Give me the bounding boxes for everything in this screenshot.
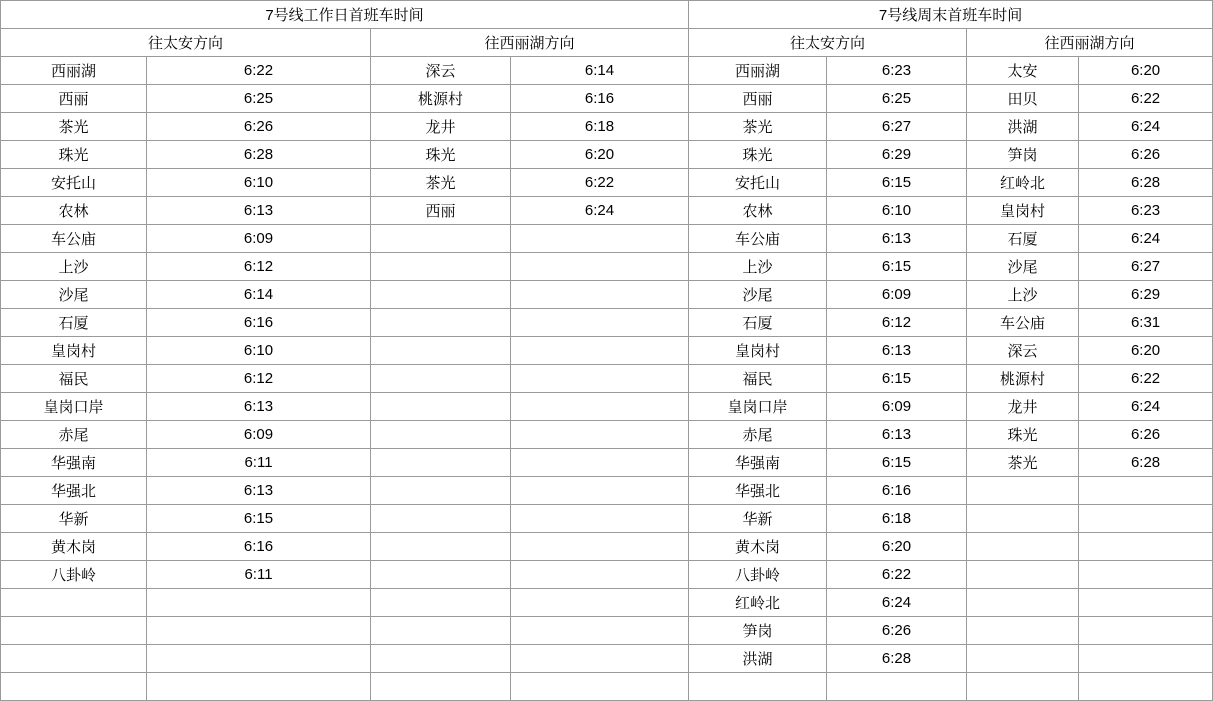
station-name: 上沙 [967, 281, 1079, 309]
empty-cell [371, 561, 511, 589]
empty-cell [371, 421, 511, 449]
empty-cell [1079, 533, 1213, 561]
first-train-time: 6:11 [147, 561, 371, 589]
station-name: 笋岗 [689, 617, 827, 645]
first-train-time: 6:09 [147, 225, 371, 253]
first-train-time: 6:28 [1079, 449, 1213, 477]
table-row [1, 197, 1213, 225]
empty-cell [511, 561, 689, 589]
empty-cell [147, 589, 371, 617]
first-train-time: 6:18 [827, 505, 967, 533]
station-name: 沙尾 [1, 281, 147, 309]
first-train-time: 6:16 [147, 533, 371, 561]
station-name: 福民 [689, 365, 827, 393]
station-name: 红岭北 [689, 589, 827, 617]
empty-cell [371, 449, 511, 477]
station-name: 深云 [967, 337, 1079, 365]
empty-cell [511, 673, 689, 701]
station-name: 茶光 [967, 449, 1079, 477]
empty-cell [511, 393, 689, 421]
empty-cell [371, 253, 511, 281]
empty-cell [1, 617, 147, 645]
station-name: 沙尾 [689, 281, 827, 309]
first-train-time: 6:15 [147, 505, 371, 533]
first-train-time: 6:27 [827, 113, 967, 141]
station-name: 西丽 [1, 85, 147, 113]
first-train-time: 6:13 [827, 421, 967, 449]
station-name: 桃源村 [371, 85, 511, 113]
table-row [1, 57, 1213, 85]
first-train-time: 6:29 [1079, 281, 1213, 309]
first-train-time: 6:27 [1079, 253, 1213, 281]
station-name: 龙井 [371, 113, 511, 141]
station-name: 农林 [689, 197, 827, 225]
empty-cell [371, 505, 511, 533]
table-row [1, 589, 1213, 617]
empty-cell [511, 365, 689, 393]
empty-cell [1079, 589, 1213, 617]
empty-cell [511, 617, 689, 645]
empty-cell [1079, 477, 1213, 505]
empty-cell [1079, 505, 1213, 533]
empty-cell [827, 673, 967, 701]
station-name: 皇岗口岸 [1, 393, 147, 421]
first-train-time: 6:18 [511, 113, 689, 141]
station-name: 华强南 [1, 449, 147, 477]
empty-cell [967, 505, 1079, 533]
first-train-time: 6:24 [1079, 225, 1213, 253]
table-row [1, 85, 1213, 113]
first-train-time: 6:23 [1079, 197, 1213, 225]
station-name: 车公庙 [967, 309, 1079, 337]
station-name: 珠光 [371, 141, 511, 169]
station-name: 西丽湖 [689, 57, 827, 85]
table-row [1, 393, 1213, 421]
station-name: 西丽湖 [1, 57, 147, 85]
weekday-direction-xilihu: 往西丽湖方向 [371, 29, 689, 57]
empty-cell [967, 533, 1079, 561]
table-row [1, 505, 1213, 533]
table-row [1, 113, 1213, 141]
station-name: 赤尾 [689, 421, 827, 449]
empty-cell [1, 645, 147, 673]
empty-cell [967, 617, 1079, 645]
first-train-time: 6:28 [827, 645, 967, 673]
station-name: 沙尾 [967, 253, 1079, 281]
empty-cell [371, 673, 511, 701]
table-row [1, 673, 1213, 701]
station-name: 车公庙 [1, 225, 147, 253]
first-train-time: 6:15 [827, 449, 967, 477]
station-name: 农林 [1, 197, 147, 225]
station-name: 安托山 [1, 169, 147, 197]
table-row [1, 337, 1213, 365]
station-name: 福民 [1, 365, 147, 393]
first-train-time: 6:29 [827, 141, 967, 169]
first-train-time: 6:22 [1079, 365, 1213, 393]
station-name: 茶光 [1, 113, 147, 141]
station-name: 华强南 [689, 449, 827, 477]
table-row [1, 169, 1213, 197]
station-name: 皇岗村 [689, 337, 827, 365]
empty-cell [1079, 561, 1213, 589]
station-name: 皇岗村 [967, 197, 1079, 225]
weekend-direction-xilihu: 往西丽湖方向 [967, 29, 1213, 57]
weekday-title: 7号线工作日首班车时间 [1, 1, 689, 29]
first-train-time: 6:13 [147, 477, 371, 505]
empty-cell [967, 477, 1079, 505]
first-train-time: 6:26 [147, 113, 371, 141]
station-name: 珠光 [1, 141, 147, 169]
first-train-time: 6:11 [147, 449, 371, 477]
station-name: 赤尾 [1, 421, 147, 449]
empty-cell [511, 253, 689, 281]
empty-cell [511, 309, 689, 337]
first-train-time: 6:26 [827, 617, 967, 645]
first-train-time: 6:16 [511, 85, 689, 113]
first-train-time: 6:16 [147, 309, 371, 337]
table-row [1, 561, 1213, 589]
empty-cell [147, 617, 371, 645]
table-row [1, 645, 1213, 673]
station-name: 田贝 [967, 85, 1079, 113]
station-name: 桃源村 [967, 365, 1079, 393]
first-train-time: 6:28 [147, 141, 371, 169]
empty-cell [511, 645, 689, 673]
first-train-time: 6:31 [1079, 309, 1213, 337]
empty-cell [511, 449, 689, 477]
empty-cell [1, 589, 147, 617]
station-name: 红岭北 [967, 169, 1079, 197]
empty-cell [371, 617, 511, 645]
first-train-time: 6:24 [827, 589, 967, 617]
first-train-time: 6:13 [147, 393, 371, 421]
first-train-time: 6:09 [827, 393, 967, 421]
station-name: 茶光 [371, 169, 511, 197]
first-train-time: 6:20 [1079, 337, 1213, 365]
empty-cell [1079, 673, 1213, 701]
table-row [1, 225, 1213, 253]
first-train-time: 6:16 [827, 477, 967, 505]
station-name: 珠光 [689, 141, 827, 169]
first-train-time: 6:22 [511, 169, 689, 197]
empty-cell [371, 393, 511, 421]
station-name: 黄木岗 [689, 533, 827, 561]
empty-cell [967, 561, 1079, 589]
empty-cell [371, 309, 511, 337]
table-row [1, 253, 1213, 281]
table-row [1, 309, 1213, 337]
first-train-time: 6:24 [511, 197, 689, 225]
empty-cell [147, 645, 371, 673]
empty-cell [511, 281, 689, 309]
first-train-time: 6:14 [511, 57, 689, 85]
first-train-time: 6:15 [827, 365, 967, 393]
first-train-time: 6:20 [1079, 57, 1213, 85]
station-name: 石厦 [689, 309, 827, 337]
station-name: 车公庙 [689, 225, 827, 253]
first-train-time: 6:23 [827, 57, 967, 85]
first-train-time: 6:12 [827, 309, 967, 337]
station-name: 皇岗口岸 [689, 393, 827, 421]
station-name: 深云 [371, 57, 511, 85]
first-train-time: 6:28 [1079, 169, 1213, 197]
first-train-time: 6:13 [827, 337, 967, 365]
station-name: 八卦岭 [1, 561, 147, 589]
empty-cell [147, 673, 371, 701]
first-train-time: 6:15 [827, 253, 967, 281]
first-train-time: 6:26 [1079, 421, 1213, 449]
station-name: 黄木岗 [1, 533, 147, 561]
station-name: 八卦岭 [689, 561, 827, 589]
first-train-time: 6:14 [147, 281, 371, 309]
weekend-direction-taian: 往太安方向 [689, 29, 967, 57]
first-train-time: 6:12 [147, 253, 371, 281]
first-train-time: 6:10 [147, 337, 371, 365]
empty-cell [511, 421, 689, 449]
station-name: 石厦 [967, 225, 1079, 253]
first-train-time: 6:24 [1079, 393, 1213, 421]
station-name: 上沙 [1, 253, 147, 281]
station-name: 西丽 [689, 85, 827, 113]
empty-cell [511, 225, 689, 253]
first-train-time: 6:25 [827, 85, 967, 113]
empty-cell [967, 645, 1079, 673]
first-train-time: 6:22 [827, 561, 967, 589]
station-name: 太安 [967, 57, 1079, 85]
first-train-time: 6:09 [147, 421, 371, 449]
station-name: 华强北 [689, 477, 827, 505]
station-name: 珠光 [967, 421, 1079, 449]
table-row [1, 421, 1213, 449]
first-train-time: 6:25 [147, 85, 371, 113]
direction-row [1, 29, 1213, 57]
first-train-time: 6:13 [147, 197, 371, 225]
empty-cell [967, 673, 1079, 701]
empty-cell [371, 337, 511, 365]
station-name: 皇岗村 [1, 337, 147, 365]
empty-cell [371, 533, 511, 561]
table-row [1, 141, 1213, 169]
first-train-time: 6:22 [147, 57, 371, 85]
empty-cell [371, 225, 511, 253]
table-row [1, 281, 1213, 309]
empty-cell [689, 673, 827, 701]
first-train-time: 6:13 [827, 225, 967, 253]
table-row [1, 365, 1213, 393]
station-name: 上沙 [689, 253, 827, 281]
station-name: 石厦 [1, 309, 147, 337]
station-name: 龙井 [967, 393, 1079, 421]
title-row [1, 1, 1213, 29]
empty-cell [1, 673, 147, 701]
first-train-time: 6:26 [1079, 141, 1213, 169]
station-name: 华强北 [1, 477, 147, 505]
empty-cell [371, 589, 511, 617]
station-name: 西丽 [371, 197, 511, 225]
empty-cell [967, 589, 1079, 617]
table-row [1, 477, 1213, 505]
table-row [1, 617, 1213, 645]
empty-cell [511, 533, 689, 561]
station-name: 华新 [1, 505, 147, 533]
empty-cell [1079, 617, 1213, 645]
first-train-time: 6:20 [511, 141, 689, 169]
station-name: 笋岗 [967, 141, 1079, 169]
empty-cell [511, 477, 689, 505]
station-name: 茶光 [689, 113, 827, 141]
first-train-time: 6:22 [1079, 85, 1213, 113]
empty-cell [371, 281, 511, 309]
empty-cell [511, 505, 689, 533]
first-train-time: 6:15 [827, 169, 967, 197]
empty-cell [511, 337, 689, 365]
empty-cell [1079, 645, 1213, 673]
weekend-title: 7号线周末首班车时间 [689, 1, 1213, 29]
table-row [1, 533, 1213, 561]
first-train-time: 6:09 [827, 281, 967, 309]
empty-cell [511, 589, 689, 617]
station-name: 安托山 [689, 169, 827, 197]
first-train-time: 6:20 [827, 533, 967, 561]
first-train-time: 6:10 [827, 197, 967, 225]
station-name: 洪湖 [689, 645, 827, 673]
station-name: 华新 [689, 505, 827, 533]
station-name: 洪湖 [967, 113, 1079, 141]
empty-cell [371, 645, 511, 673]
empty-cell [371, 477, 511, 505]
weekday-direction-taian: 往太安方向 [1, 29, 371, 57]
first-train-time: 6:24 [1079, 113, 1213, 141]
table-row [1, 449, 1213, 477]
first-train-time: 6:10 [147, 169, 371, 197]
first-train-time: 6:12 [147, 365, 371, 393]
empty-cell [371, 365, 511, 393]
